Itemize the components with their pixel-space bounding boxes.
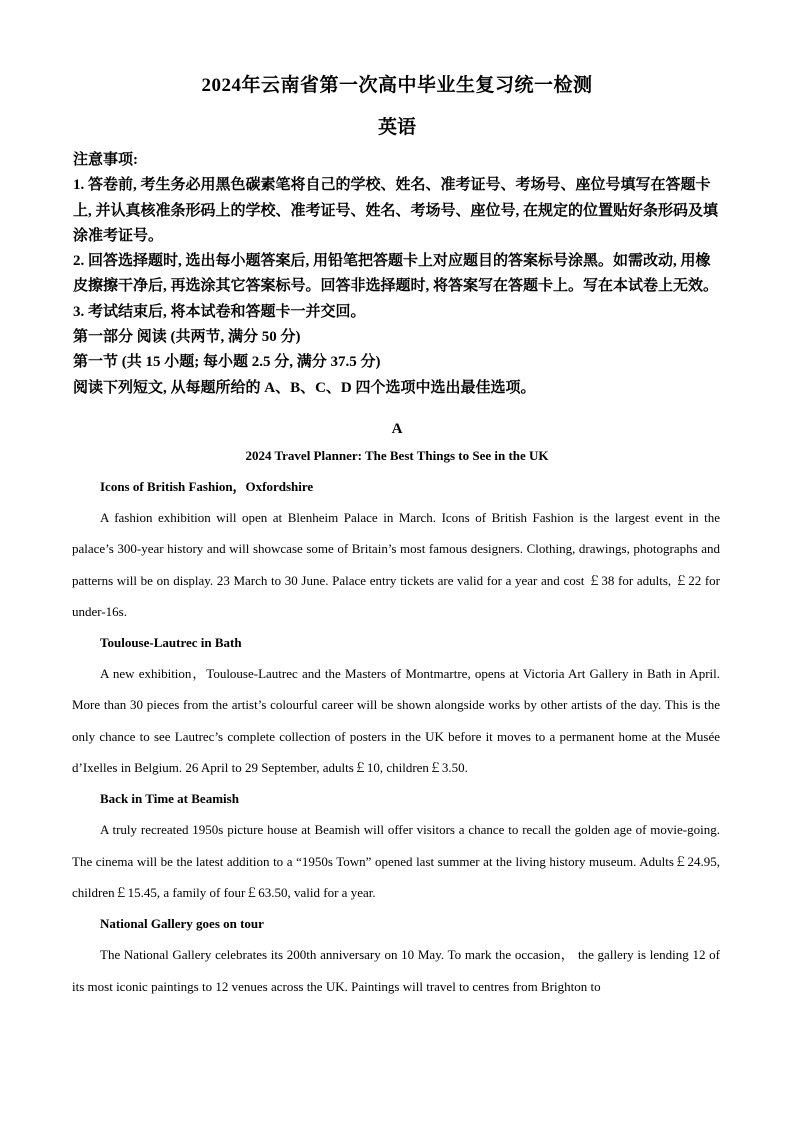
section-heading-lautrec: Toulouse-Lautrec in Bath	[100, 635, 242, 651]
exam-instructions	[73, 148, 725, 401]
passage-letter: A	[391, 421, 403, 437]
note-item-3: 3. 考试结束后, 将本试卷和答题卡一并交回。	[73, 303, 366, 320]
subject-title: 英语	[377, 117, 416, 138]
passage-body	[72, 471, 720, 1002]
section-heading-fashion: Icons of British Fashion，Oxfordshire	[100, 479, 314, 494]
note-item-1: 1. 答卷前, 考生务必用黑色碳素笔将自己的学校、姓名、准考证号、考场号、座位号填写在答题卡上, 并认真核准条形码上的学校、准考证号、姓名、考场号、座位号, 在规定的位置贴好条形码及填涂准考证号。	[73, 177, 719, 244]
section-text-national-gallery: The National Gallery celebrates its 200th anniversary on 10 May. To mark the occasion， the gallery is lending 12 of its most iconic paintings to 12 venues across the UK. Paintings will travel to centres from Brighton to	[72, 947, 720, 994]
section-text-beamish: A truly recreated 1950s picture house at Beamish will offer visitors a chance to recall the golden age of movie-going. The cinema will be the latest addition to a “1950s Town” opened last summer at the living history museum. Adults￡24.95, children￡15.45, a family of four￡63.50, valid for a year.	[72, 822, 720, 900]
exam-title: 2024年云南省第一次高中毕业生复习统一检测	[201, 75, 593, 96]
passage-title: 2024 Travel Planner: The Best Things to See in the UK	[245, 448, 549, 463]
section-title: 第一节 (共 15 小题; 每小题 2.5 分, 满分 37.5 分)	[73, 354, 381, 371]
notes-heading: 注意事项:	[73, 152, 138, 168]
note-item-2: 2. 回答选择题时, 选出每小题答案后, 用铅笔把答题卡上对应题目的答案标号涂黑。如需改动, 用橡皮擦擦干净后, 再选涂其它答案标号。回答非选择题时, 将答案写在答题卡上。写在本试卷上无效。	[73, 253, 719, 295]
section-heading-beamish: Back in Time at Beamish	[100, 791, 239, 807]
section-instruction: 阅读下列短文, 从每题所给的 A、B、C、D 四个选项中选出最佳选项。	[73, 379, 536, 396]
section-heading-national-gallery: National Gallery goes on tour	[100, 916, 264, 932]
part-title: 第一部分 阅读 (共两节, 满分 50 分)	[73, 329, 301, 346]
section-text-fashion: A fashion exhibition will open at Blenheim Palace in March. Icons of British Fashion is the largest event in the palace’s 300-year history and will showcase some of Britain’s most famous designers. Clothing, drawings, photographs and patterns will be on display. 23 March to 30 June. Palace entry tickets are valid for a year and cost ￡38 for adults, ￡22 for under-16s.	[72, 510, 720, 619]
section-text-lautrec: A new exhibition，Toulouse-Lautrec and the Masters of Montmartre, opens at Victoria Art Gallery in Bath in April. More than 30 pieces from the artist’s colourful career will be shown alongside works by other artists of the day. This is the only chance to see Lautrec’s complete collection of posters in the UK before it moves to a permanent home at the Musée d’Ixelles in Belgium. 26 April to 29 September, adults￡10, children￡3.50.	[72, 666, 720, 776]
